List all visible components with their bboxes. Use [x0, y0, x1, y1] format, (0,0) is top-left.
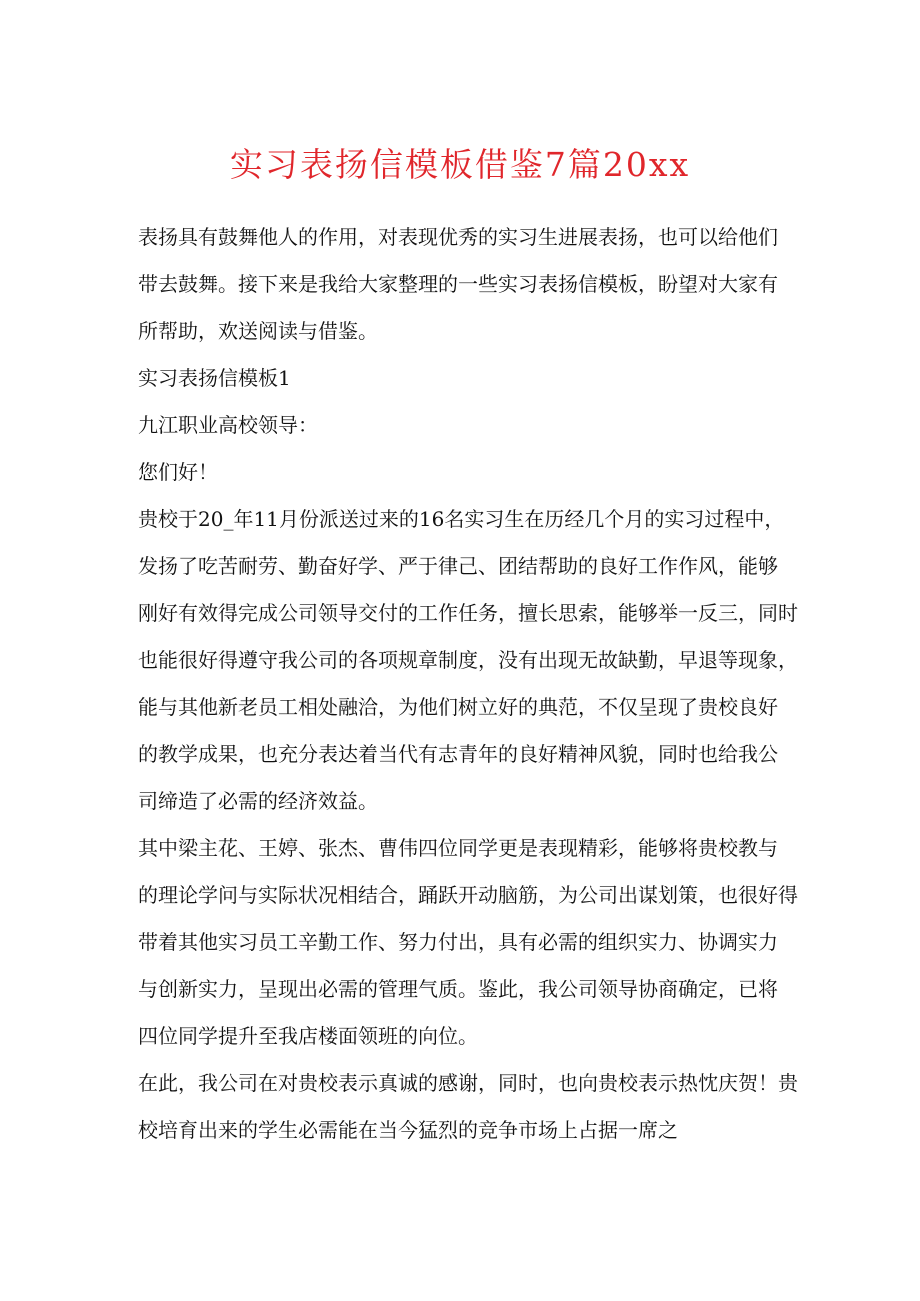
body-line: 发扬了吃苦耐劳、勤奋好学、严于律己、团结帮助的良好工作作风，能够: [138, 554, 778, 578]
body-line: 刚好有效得完成公司领导交付的工作任务，擅长思索，能够举一反三，同时: [138, 601, 798, 625]
body-line: 表扬具有鼓舞他人的作用，对表现优秀的实习生进展表扬，也可以给他们: [138, 225, 778, 249]
body-line: 其中梁主花、王婷、张杰、曹伟四位同学更是表现精彩，能够将贵校教与: [138, 836, 778, 860]
body-line: 的教学成果，也充分表达着当代有志青年的良好精神风貌，同时也给我公: [138, 742, 778, 766]
document-body: [138, 214, 798, 1154]
body-line: 在此，我公司在对贵校表示真诚的感谢，同时，也向贵校表示热忱庆贺！贵: [138, 1071, 798, 1095]
body-line: 带着其他实习员工辛勤工作、努力付出，具有必需的组织实力、协调实力: [138, 930, 778, 954]
body-line: 的理论学问与实际状况相结合，踊跃开动脑筋，为公司出谋划策，也很好得: [138, 883, 798, 907]
body-line: 带去鼓舞。接下来是我给大家整理的一些实习表扬信模板，盼望对大家有: [138, 272, 778, 296]
body-line: 也能很好得遵守我公司的各项规章制度，没有出现无故缺勤，早退等现象，: [138, 648, 798, 672]
body-line: 与创新实力，呈现出必需的管理气质。鉴此，我公司领导协商确定，已将: [138, 977, 778, 1001]
body-line: 四位同学提升至我店楼面领班的向位。: [138, 1024, 478, 1048]
letter-salutation: 九江职业高校领导：: [138, 413, 318, 437]
body-line: 司缔造了必需的经济效益。: [138, 789, 378, 813]
document-title: 实习表扬信模板借鉴7篇20xx: [229, 145, 691, 184]
body-line: 所帮助，欢送阅读与借鉴。: [138, 319, 378, 343]
body-line: 校培育出来的学生必需能在当今猛烈的竞争市场上占据一席之: [138, 1118, 678, 1142]
section-heading: 实习表扬信模板1: [138, 366, 291, 390]
body-line: 贵校于20_年11月份派送过来的16名实习生在历经几个月的实习过程中，: [138, 507, 785, 531]
letter-greeting: 您们好！: [138, 460, 218, 484]
body-line: 能与其他新老员工相处融洽，为他们树立好的典范，不仅呈现了贵校良好: [138, 695, 778, 719]
